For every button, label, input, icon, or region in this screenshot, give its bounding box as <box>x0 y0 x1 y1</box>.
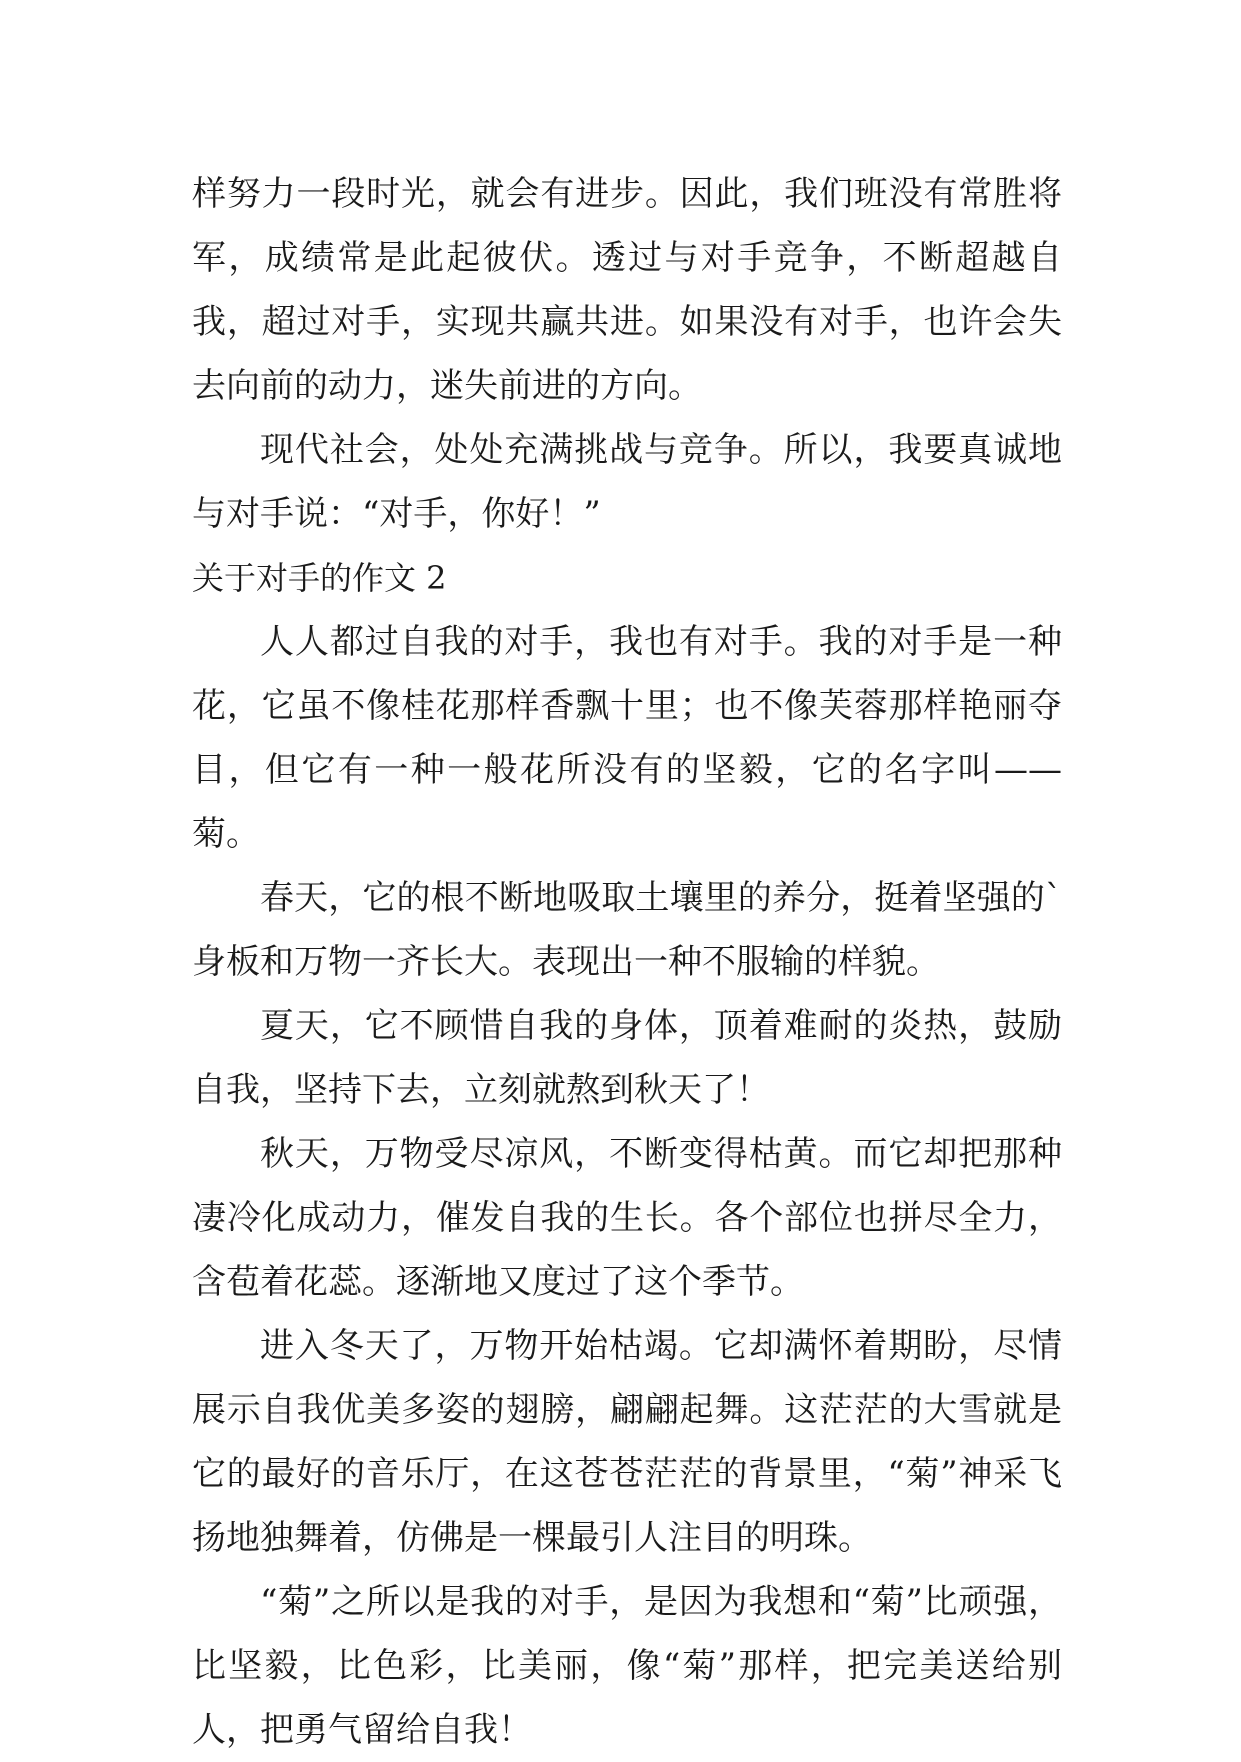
paragraph-5: 夏天，它不顾惜自我的身体，顶着难耐的炎热，鼓励自我，坚持下去，立刻就熬到秋天了！ <box>192 1006 1062 1110</box>
document-body <box>192 162 1062 1762</box>
paragraph-7: 进入冬天了，万物开始枯竭。它却满怀着期盼，尽情展示自我优美多姿的翅膀，翩翩起舞。这茫茫的大雪就是它的最好的音乐厅，在这苍苍茫茫的背景里，“菊”神采飞扬地独舞着，仿佛是一棵最引人注目的明珠。 <box>192 1326 1062 1558</box>
paragraph-2: 现代社会，处处充满挑战与竞争。所以，我要真诚地与对手说：“对手，你好！” <box>192 430 1062 534</box>
paragraph-4: 春天，它的根不断地吸取土壤里的养分，挺着坚强的`身板和万物一齐长大。表现出一种不服输的样貌。 <box>192 878 1062 982</box>
paragraph-3: 人人都过自我的对手，我也有对手。我的对手是一种花，它虽不像桂花那样香飘十里；也不像芙蓉那样艳丽夺目，但它有一种一般花所没有的坚毅，它的名字叫——菊。 <box>192 622 1062 854</box>
paragraph-1: 样努力一段时光，就会有进步。因此，我们班没有常胜将军，成绩常是此起彼伏。透过与对手竞争，不断超越自我，超过对手，实现共赢共进。如果没有对手，也许会失去向前的动力，迷失前进的方向。 <box>192 174 1062 406</box>
paragraph-8: “菊”之所以是我的对手，是因为我想和“菊”比顽强，比坚毅，比色彩，比美丽，像“菊”那样，把完美送给别人，把勇气留给自我！ <box>192 1582 1062 1750</box>
essay-heading: 关于对手的作文 2 <box>192 559 447 597</box>
paragraph-6: 秋天，万物受尽凉风，不断变得枯黄。而它却把那种凄冷化成动力，催发自我的生长。各个部位也拼尽全力，含苞着花蕊。逐渐地又度过了这个季节。 <box>192 1134 1062 1302</box>
